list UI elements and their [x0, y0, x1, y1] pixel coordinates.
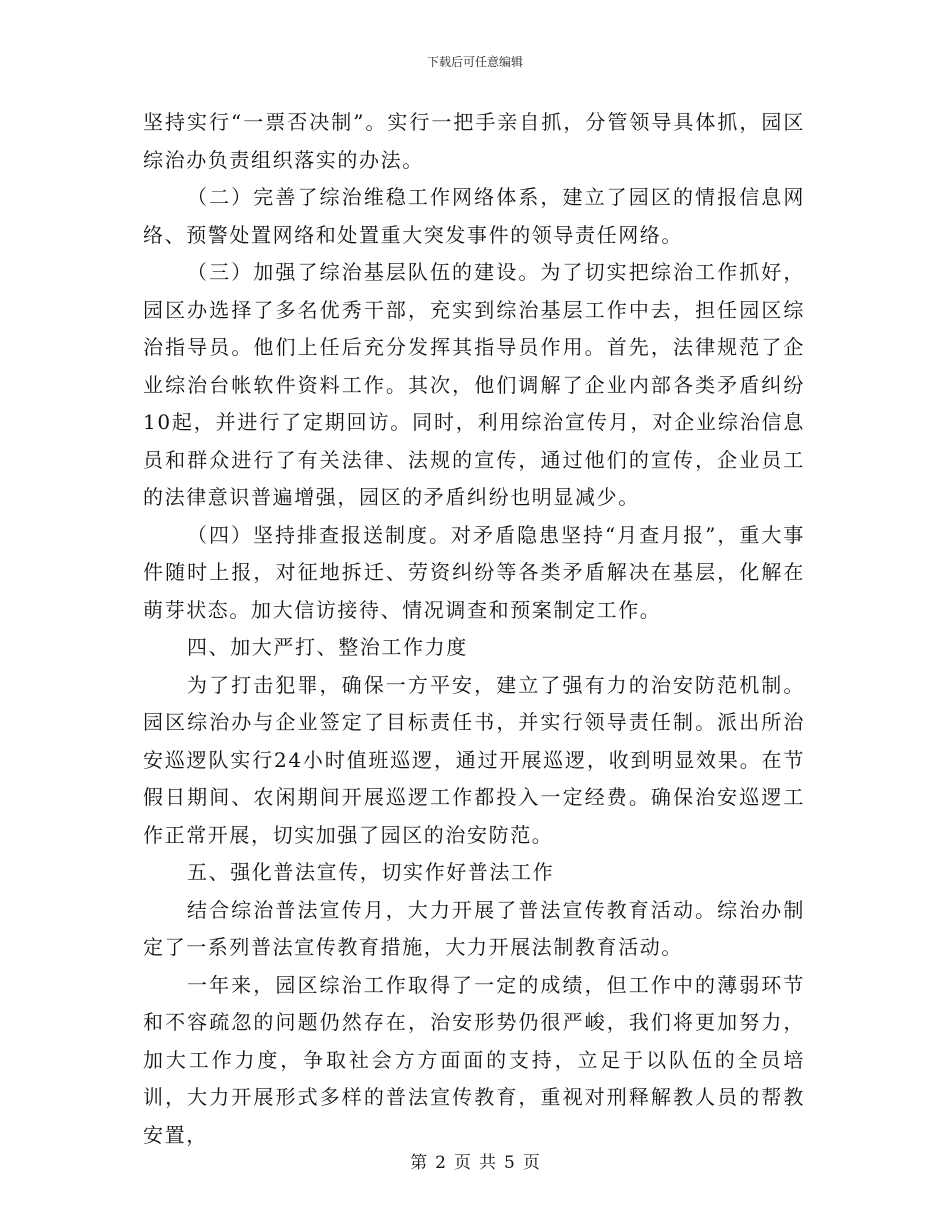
paragraph-crackdown: 为了打击犯罪，确保一方平安，建立了强有力的治安防范机制。园区综治办与企业签定了目标责任书，并实行领导责任制。派出所治安巡逻队实行24小时值班巡逻，通过开展巡逻，收到明显效果。在节假日期间、农闲期间开展巡逻工作都投入一定经费。确保治安巡逻工作正常开展，切实加强了园区的治安防范。	[143, 672, 805, 847]
page-footer	[0, 1153, 950, 1173]
footer-middle: 页	[454, 1153, 471, 1173]
paragraph-grassroots-team: （三）加强了综治基层队伍的建设。为了切实把综治工作抓好，园区办选择了多名优秀干部，充实到综治基层工作中去，担任园区综治指导员。他们上任后充分发挥其指导员作用。首先，法律规范了企业综治台帐软件资料工作。其次，他们调解了企业内部各类矛盾纠纷10起，并进行了定期回访。同时，利用综治宣传月，对企业综治信息员和群众进行了有关法律、法规的宣传，通过他们的宣传，企业员工的法律意识普遍增强，园区的矛盾纠纷也明显减少。	[143, 260, 805, 509]
document-body	[143, 104, 805, 1154]
footer-of: 共	[479, 1153, 496, 1173]
paragraph-summary: 一年来，园区综治工作取得了一定的成绩，但工作中的薄弱环节和不容疏忽的问题仍然存在，治安形势仍很严峻，我们将更加努力，加大工作力度，争取社会方方面面的支持，立足于以队伍的全员培训，大力开展形式多样的普法宣传教育，重视对刑释解教人员的帮教安置，	[143, 972, 805, 1147]
paragraph-network-system: （二）完善了综治维稳工作网络体系，建立了园区的情报信息网络、预警处置网络和处置重大突发事件的领导责任网络。	[143, 185, 805, 247]
paragraph-reporting-system: （四）坚持排查报送制度。对矛盾隐患坚持“月查月报”，重大事件随时上报，对征地拆迁、劳资纠纷等各类矛盾解决在基层，化解在萌芽状态。加大信访接待、情况调查和预案制定工作。	[143, 522, 805, 622]
section-heading-legal-education: 五、强化普法宣传，切实作好普法工作	[187, 860, 555, 884]
footer-suffix: 页	[522, 1153, 540, 1173]
footer-total-pages: 5	[504, 1153, 515, 1173]
section-heading-crackdown: 四、加大严打、整治工作力度	[187, 635, 468, 659]
page-header: 下载后可任意编辑	[426, 55, 523, 69]
paragraph-continuation: 坚持实行“一票否决制”。实行一把手亲自抓，分管领导具体抓，园区综治办负责组织落实的办法。	[143, 110, 805, 172]
footer-page-number: 2	[435, 1153, 446, 1173]
footer-prefix: 第	[410, 1153, 428, 1173]
paragraph-legal-education: 结合综治普法宣传月，大力开展了普法宣传教育活动。综治办制定了一系列普法宣传教育措施，大力开展法制教育活动。	[143, 897, 805, 959]
